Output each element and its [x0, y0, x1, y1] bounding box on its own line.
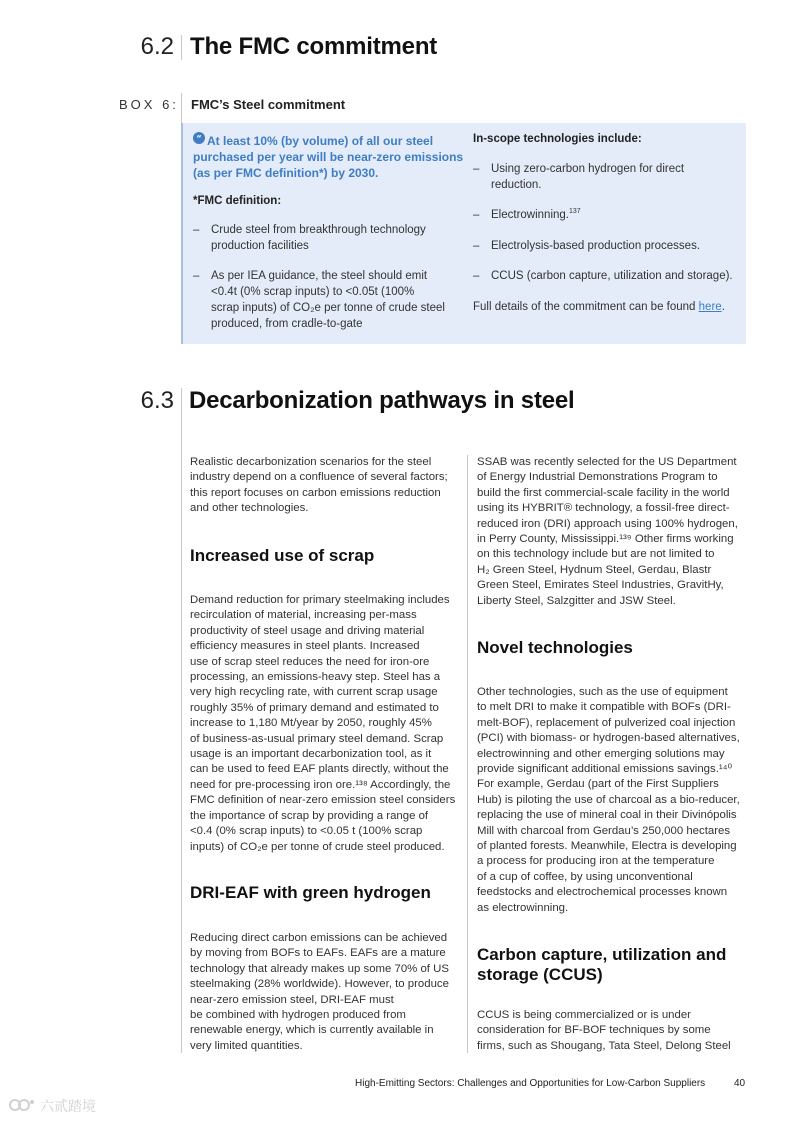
text-line: Liberty Steel, Salzgitter and JSW Steel. — [477, 594, 676, 607]
text-line: use of scrap steel reduces the need for iron-ore — [190, 655, 430, 668]
dash-icon: – — [193, 224, 200, 236]
dri-paragraph — [190, 931, 457, 1054]
section-62-rule — [181, 35, 182, 60]
bullet-line: produced, from cradle-to-gate — [211, 318, 363, 330]
text-line: electrowinning and other emerging solutions may — [477, 747, 725, 760]
text-line: Mill with charcoal from Gerdau’s 250,000 hectares — [477, 824, 731, 837]
text-line: inputs) of CO₂e per tonne of crude steel produced. — [190, 840, 445, 853]
intro-paragraph — [190, 455, 457, 517]
text-line: the importance of scrap by providing a range of — [190, 809, 429, 822]
details-link[interactable]: here — [698, 301, 722, 313]
text-line: Reducing direct carbon emissions can be achieved — [190, 932, 448, 944]
text-line: by moving from BOFs to EAFs. EAFs are a mature — [190, 947, 446, 960]
subheading-ccus — [477, 945, 726, 985]
text-line: renewable energy, which is currently available in — [190, 1024, 434, 1037]
text-line: efficiency measures in steel plants. Increased — [190, 640, 420, 653]
text-line: to melt DRI to make it compatible with BOFs (DRI- — [477, 701, 731, 714]
text-line: processing, an emissions-heavy step. Steel has a — [190, 671, 441, 684]
bullet-line: <0.4t (0% scrap inputs) to <0.05t (100% — [211, 286, 415, 298]
text-line: usage is an important decarbonization tool, as it — [190, 748, 432, 761]
bullet-line: production facilities — [211, 240, 309, 252]
heading-line: storage (CCUS) — [477, 965, 603, 984]
dash-icon: – — [193, 270, 200, 282]
scrap-paragraph — [190, 593, 457, 855]
text-line: feedstocks and electrochemical processes known — [477, 886, 728, 899]
text-line: as electrowinning. — [477, 901, 569, 914]
subheading-dri: DRI-EAF with green hydrogen — [190, 883, 431, 902]
text-line: very limited quantities. — [190, 1039, 303, 1052]
subheading-novel: Novel technologies — [477, 638, 633, 657]
text-line: consideration for BF-BOF techniques by some — [477, 1024, 711, 1037]
details-end: . — [721, 301, 725, 313]
text-line: roughly 35% of primary demand and estimated to — [190, 701, 439, 714]
text-line: need for pre-processing iron ore.¹³⁸ Accordingly, the — [190, 778, 451, 791]
text-line: be combined with hydrogen produced from — [190, 1009, 406, 1022]
bullet-line: Electrowinning. — [491, 209, 569, 221]
text-line: on this technology include but are not limited to — [477, 548, 715, 561]
highlight-line: (as per FMC definition*) by 2030. — [193, 166, 379, 180]
text-line: this report focuses on carbon emissions reduction — [190, 486, 441, 499]
text-line: build the first commercial-scale facility in the world — [477, 486, 730, 499]
scope-heading: In-scope technologies include: — [473, 133, 642, 145]
dash-icon: – — [473, 240, 480, 252]
ccus-paragraph — [477, 1008, 744, 1054]
bullet-line: Crude steel from breakthrough technology — [211, 224, 426, 236]
bullet-line: Electrolysis-based production processes. — [491, 240, 701, 252]
text-line: of business-as-usual primary steel demand. Scrap — [190, 732, 444, 745]
text-line: CCUS is being commercialized or is under — [477, 1009, 691, 1021]
text-line: For example, Gerdau (part of the First Suppliers — [477, 778, 719, 791]
footer-text: High-Emitting Sectors: Challenges and Opportunities for Low-Carbon Suppliers — [355, 1078, 706, 1089]
dash-icon: – — [473, 163, 480, 175]
text-line: industry depend on a confluence of several factors; — [190, 471, 448, 484]
text-line: melt-BOF), replacement of pulverized coal injection — [477, 716, 736, 729]
highlight-line: purchased per year will be near-zero emissions — [193, 150, 464, 164]
text-line: H₂ Green Steel, Hydnum Steel, Gerdau, Blastr — [477, 563, 712, 576]
section-63-rule — [181, 388, 182, 1053]
box-label: BOX 6: — [119, 97, 179, 112]
text-line: technology that already makes up some 70% of US — [190, 962, 449, 975]
text-line: of a cup of coffee, by using unconventional — [477, 870, 693, 883]
text-line: can be used to feed EAF plants directly, without the — [190, 763, 449, 776]
page-number: 40 — [734, 1078, 746, 1089]
definition-heading: *FMC definition: — [193, 195, 282, 207]
text-line: and other technologies. — [190, 502, 309, 515]
text-line: (PCI) with biomass- or hydrogen-based alternatives, — [477, 732, 740, 745]
text-line: in Perry County, Mississippi.¹³⁹ Other firms working — [477, 533, 734, 546]
bullet-line: Using zero-carbon hydrogen for direct — [491, 163, 685, 175]
text-line: near-zero emission steel, DRI-EAF must — [190, 993, 394, 1006]
bullet-line: As per IEA guidance, the steel should emit — [211, 270, 428, 282]
text-line: reduced iron (DRI) approach using 100% hydrogen, — [477, 517, 738, 530]
text-line: using its HYBRIT® technology, a fossil-free direct- — [477, 502, 730, 515]
bullet-line: reduction. — [491, 179, 542, 191]
details-label: Full details of the commitment can be found — [473, 301, 699, 313]
box-title: FMC’s Steel commitment — [191, 97, 346, 112]
highlight-line: At least 10% (by volume) of all our steel — [207, 134, 434, 148]
text-line: FMC definition of near-zero emission steel considers — [190, 794, 456, 807]
text-line: of Energy Industrial Demonstrations Program to — [477, 471, 718, 484]
logo-icon — [8, 1096, 36, 1114]
text-line: Realistic decarbonization scenarios for the steel — [190, 456, 432, 468]
text-line: replacing the use of mineral coal in their Divinópolis — [477, 809, 737, 822]
text-line: increase to 1,180 Mt/year by 2050, roughly 45% — [190, 717, 432, 730]
text-line: Other technologies, such as the use of equipment — [477, 686, 728, 698]
svg-text:“: “ — [196, 134, 202, 143]
dash-icon: – — [473, 209, 480, 221]
details-text — [473, 299, 725, 315]
section-title: The FMC commitment — [190, 33, 438, 60]
bullet-line: scrap inputs) of CO₂e per tonne of crude steel — [211, 302, 445, 314]
text-line: of planted forests. Meanwhile, Electra is developing — [477, 840, 737, 853]
section-title: Decarbonization pathways in steel — [189, 387, 575, 414]
text-line: Green Steel, Emirates Steel Industries, GravitHy, — [477, 579, 724, 592]
novel-paragraph — [477, 685, 744, 916]
text-line: provide significant additional emissions savings.¹⁴⁰ — [477, 763, 733, 776]
commitment-highlight — [193, 133, 468, 181]
text-line: very high recycling rate, with current scrap usage — [190, 686, 438, 699]
ssab-paragraph — [477, 455, 744, 609]
text-line: a process for producing iron at the temperature — [477, 855, 715, 868]
watermark-text: 六贰踏境 — [40, 1098, 96, 1114]
text-line: Demand reduction for primary steelmaking includes — [190, 594, 450, 606]
commitment-box-edge — [181, 123, 183, 344]
text-line: <0.4 (0% scrap inputs) to <0.05 t (100% scrap — [190, 825, 423, 838]
bullet-line: CCUS (carbon capture, utilization and storage). — [491, 270, 733, 282]
section-number: 6.3 — [140, 387, 174, 414]
subheading-scrap: Increased use of scrap — [190, 546, 375, 565]
text-line: firms, such as Shougang, Tata Steel, Delong Steel — [477, 1039, 731, 1052]
heading-line: Carbon capture, utilization and — [477, 945, 727, 964]
text-line: productivity of steel usage and driving material — [190, 624, 425, 637]
column-divider — [467, 455, 468, 1053]
footnote-ref: 137 — [568, 208, 581, 216]
text-line: Hub) is piloting the use of charcoal as a bio-reducer, — [477, 793, 740, 806]
section-number: 6.2 — [140, 33, 174, 60]
text-line: steelmaking (28% worldwide). However, to produce — [190, 978, 449, 991]
text-line: SSAB was recently selected for the US Department — [477, 456, 737, 468]
text-line: recirculation of material, increasing per-mass — [190, 609, 417, 622]
dash-icon: – — [473, 270, 480, 282]
